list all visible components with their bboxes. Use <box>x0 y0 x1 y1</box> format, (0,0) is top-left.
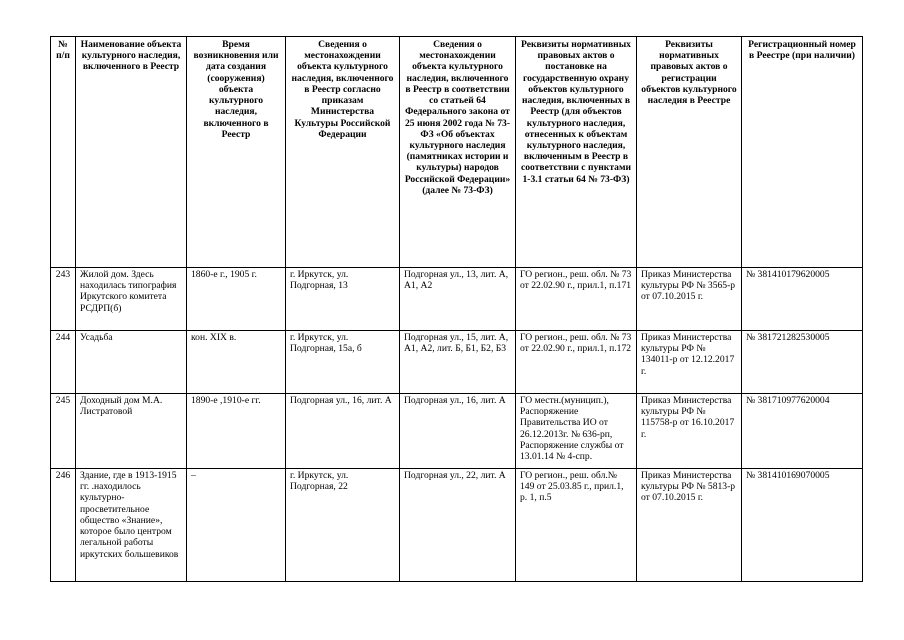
creation-date: – <box>187 469 286 582</box>
creation-date: кон. XIX в. <box>187 331 286 394</box>
location-law: Подгорная ул., 22, лит. А <box>400 469 516 582</box>
location-law: Подгорная ул., 15, лит. А, А1, А2, лит. Б, Б1, Б2, Б3 <box>400 331 516 394</box>
heritage-registry-table <box>50 36 863 582</box>
object-name: Усадьба <box>76 331 187 394</box>
object-name: Здание, где в 1913-1915 гг. .находилось культурно-просветительное общество «Знание», которое было центром легальной работы иркутских большевиков <box>76 469 187 582</box>
object-name: Доходный дом М.А. Листратовой <box>76 394 187 469</box>
registry-number: № 381410179620005 <box>742 268 863 331</box>
registration-acts: Приказ Министерства культуры РФ № 134011-р от 12.12.2017 г. <box>637 331 742 394</box>
protection-acts: ГО регион., реш. обл. № 73 от 22.02.90 г., прил.1, п.172 <box>516 331 637 394</box>
header-protection-acts: Реквизиты нормативных правовых актов о постановке на государственную охрану объектов культурного наследия, включенных в Реестр (для объектов культурного наследия, отнесенных к объектам культурного наследия, включенным в Реестр в соответствии с пунктами 1-3.1 статьи 64 № 73-ФЗ) <box>516 37 637 268</box>
location-law: Подгорная ул., 13, лит. А, А1, А2 <box>400 268 516 331</box>
location-order: Подгорная ул., 16, лит. А <box>286 394 400 469</box>
location-order: г. Иркутск, ул. Подгорная, 22 <box>286 469 400 582</box>
protection-acts: ГО регион., реш. обл. № 73 от 22.02.90 г., прил.1, п.171 <box>516 268 637 331</box>
row-number: 243 <box>51 268 76 331</box>
header-location-order: Сведения о местонахождении объекта культурного наследия, включенного в Реестр согласно приказам Министерства Культуры Российской Федерации <box>286 37 400 268</box>
row-number: 244 <box>51 331 76 394</box>
location-order: г. Иркутск, ул. Подгорная, 15а, б <box>286 331 400 394</box>
location-law: Подгорная ул., 16, лит. А <box>400 394 516 469</box>
registry-number: № 381410169070005 <box>742 469 863 582</box>
creation-date: 1890-е ,1910-е гг. <box>187 394 286 469</box>
header-location-law: Сведения о местонахождении объекта культурного наследия, включенного в Реестр в соответствии со статьей 64 Федерального закона от 25 июня 2002 года № 73-ФЗ «Об объектах культурного наследия (памятниках истории и культуры) народов Российской Федерации» (далее № 73-ФЗ) <box>400 37 516 268</box>
registration-acts: Приказ Министерства культуры РФ № 3565-р от 07.10.2015 г. <box>637 268 742 331</box>
table-row <box>51 394 863 469</box>
header-registry-number: Регистрационный номер в Реестре (при наличии) <box>742 37 863 268</box>
registry-number: № 381710977620004 <box>742 394 863 469</box>
row-number: 246 <box>51 469 76 582</box>
table-header-row <box>51 37 863 268</box>
protection-acts: ГО регион., реш. обл.№ 149 от 25.03.85 г., прил.1, р. 1, п.5 <box>516 469 637 582</box>
table-row <box>51 331 863 394</box>
protection-acts: ГО местн.(муницип.), Распоряжение Правительства ИО от 26.12.2013г. № 636-рп, Распоряжение службы от 13.01.14 № 4-спр. <box>516 394 637 469</box>
header-registration-acts: Реквизиты нормативных правовых актов о регистрации объектов культурного наследия в Реестре <box>637 37 742 268</box>
creation-date: 1860-е г., 1905 г. <box>187 268 286 331</box>
registration-acts: Приказ Министерства культуры РФ № 115758-р от 16.10.2017 г. <box>637 394 742 469</box>
location-order: г. Иркутск, ул. Подгорная, 13 <box>286 268 400 331</box>
header-creation-date: Время возникновения или дата создания (сооружения) объекта культурного наследия, включенного в Реестр <box>187 37 286 268</box>
registry-number: № 381721282530005 <box>742 331 863 394</box>
header-number: № п/п <box>51 37 76 268</box>
table-row <box>51 268 863 331</box>
object-name: Жилой дом. Здесь находилась типография Иркутского комитета РСДРП(б) <box>76 268 187 331</box>
row-number: 245 <box>51 394 76 469</box>
header-object-name: Наименование объекта культурного наследия, включенного в Реестр <box>76 37 187 268</box>
registration-acts: Приказ Министерства культуры РФ № 5813-р от 07.10.2015 г. <box>637 469 742 582</box>
table-row <box>51 469 863 582</box>
